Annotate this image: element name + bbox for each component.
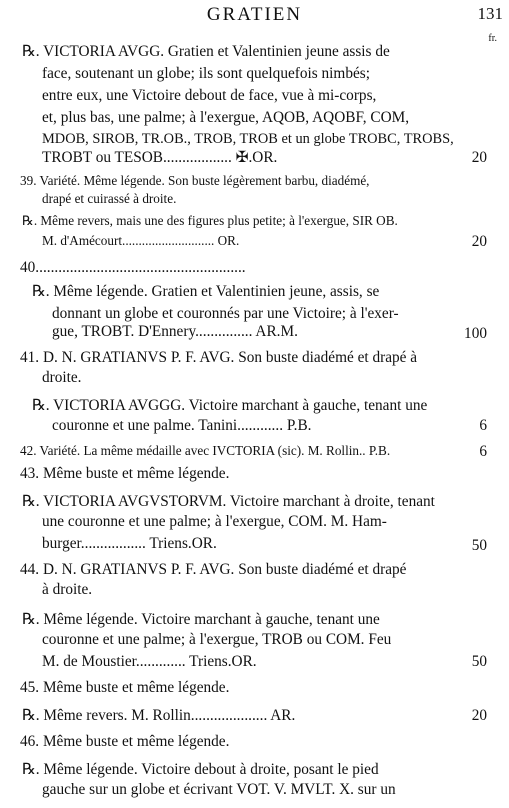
text-line: drapé et cuirassé à droite. <box>42 191 177 206</box>
price-value: 20 <box>471 149 487 166</box>
text-line: couronne et une palme. Tanini............ P.B. <box>52 417 312 434</box>
text-line: et, plus bas, une palme; à l'exergue, AQOB, AQOBF, COM, <box>42 109 410 126</box>
text-line: droite. <box>42 369 82 386</box>
text-line: 42. Variété. La même médaille avec IVCTORIA (sic). M. Rollin.. P.B. <box>20 443 391 458</box>
text-line: couronne et une palme; à l'exergue, TROB ou COM. Feu <box>42 631 392 648</box>
price-value: 50 <box>471 653 487 670</box>
text-line: à droite. <box>42 581 93 598</box>
text-line: ℞. VICTORIA AVGGG. Victoire marchant à gauche, tenant une <box>32 397 428 414</box>
text-line: donnant un globe et couronnés par une Victoire; à l'exer- <box>52 305 399 322</box>
text-line: TROBT ou TESOB.................. ✠.OR. <box>42 149 278 166</box>
price-value: 6 <box>479 417 487 434</box>
text-line: gue, TROBT. D'Ennery............... AR.M. <box>52 323 298 340</box>
price-value: 20 <box>471 233 487 250</box>
text-line: entre eux, une Victoire debout de face, vue à mi-corps, <box>42 87 377 104</box>
text-line: ℞. VICTORIA AVGVSTORVM. Victoire marchant à droite, tenant <box>22 493 435 510</box>
page-number: 131 <box>477 4 503 23</box>
text-line: 43. Même buste et même légende. <box>20 465 230 482</box>
text-line: ℞. Même légende. Gratien et Valentinien jeune, assis, se <box>32 283 380 300</box>
text-line: 40....................................................... <box>20 259 246 276</box>
text-line: 39. Variété. Même légende. Son buste légèrement barbu, diadémé, <box>20 173 370 188</box>
price-value: 6 <box>479 443 487 460</box>
text-line: MDOB, SIROB, TR.OB., TROB, TROB et un globe TROBC, TROBS, <box>42 131 454 147</box>
text-line: 44. D. N. GRATIANVS P. F. AVG. Son buste diadémé et drapé <box>20 561 407 578</box>
price-value: 50 <box>471 537 487 554</box>
text-line: une couronne et une palme; à l'exergue, COM. M. Ham- <box>42 513 387 530</box>
text-line: ℞. Même légende. Victoire debout à droite, posant le pied <box>22 761 379 778</box>
text-line: 46. Même buste et même légende. <box>20 733 230 750</box>
text-line: ℞. VICTORIA AVGG. Gratien et Valentinien jeune assis de <box>22 43 390 60</box>
text-line: gauche sur un globe et écrivant VOT. V. MVLT. X. sur un <box>42 781 396 798</box>
text-line: burger................. Triens.OR. <box>42 535 217 552</box>
price-value: 100 <box>464 325 487 342</box>
price-value: 20 <box>471 707 487 724</box>
text-line: ℞. Même revers, mais une des figures plus petite; à l'exergue, SIR OB. <box>22 213 398 228</box>
text-line: 41. D. N. GRATIANVS P. F. AVG. Son buste diadémé et drapé à <box>20 349 418 366</box>
text-line: 45. Même buste et même légende. <box>20 679 230 696</box>
text-line: M. de Moustier............. Triens.OR. <box>42 653 257 670</box>
text-line: M. d'Amécourt............................ OR. <box>42 233 240 248</box>
page-title: GRATIEN <box>206 4 303 25</box>
text-line: ℞. Même légende. Victoire marchant à gauche, tenant une <box>22 611 380 628</box>
price-unit-label: fr. <box>488 33 497 44</box>
text-line: face, soutenant un globe; ils sont quelquefois nimbés; <box>42 65 370 82</box>
text-line: ℞. Même revers. M. Rollin.................... AR. <box>22 707 296 724</box>
